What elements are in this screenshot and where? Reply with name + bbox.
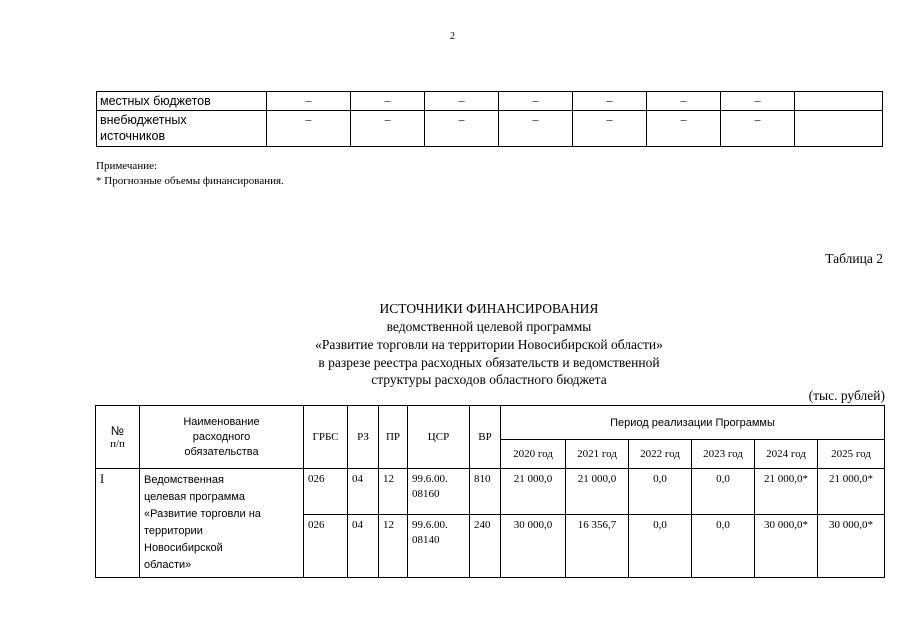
csr-cell	[408, 469, 470, 515]
funding-sources-table	[95, 405, 885, 578]
row-label-line: источников	[100, 129, 166, 143]
header-csr: ЦСР	[408, 406, 470, 469]
table-row	[96, 469, 885, 515]
title-line: ИСТОЧНИКИ ФИНАНСИРОВАНИЯ	[379, 301, 599, 316]
header-num-line: №	[110, 424, 125, 438]
note-text: * Прогнозные объемы финансирования.	[96, 175, 284, 187]
note-title: Примечание:	[96, 160, 158, 172]
obligation-name-line: территории	[144, 525, 203, 537]
header-grbs: ГРБС	[304, 406, 348, 469]
csr-cell	[408, 515, 470, 578]
table-label: Таблица 2	[825, 251, 883, 266]
rz-cell: 04	[348, 469, 379, 515]
vr-cell: 810	[470, 469, 501, 515]
value-cell: 16 356,7	[566, 515, 629, 578]
table-cell	[795, 111, 883, 147]
obligation-name	[140, 469, 304, 578]
header-period: Период реализации Программы	[501, 406, 885, 440]
grbs-cell: 026	[304, 469, 348, 515]
funding-sources-table-continued	[96, 91, 883, 147]
csr-line: 99.6.00.	[412, 519, 448, 532]
header-year: 2020 год	[501, 440, 566, 469]
header-year: 2021 год	[566, 440, 629, 469]
value-cell: 21 000,0	[501, 469, 566, 515]
value-cell: 0,0	[692, 469, 755, 515]
value-cell: 21 000,0*	[755, 469, 818, 515]
title-line: структуры расходов областного бюджета	[371, 372, 607, 387]
row-label-line: внебюджетных	[100, 113, 187, 127]
header-year: 2022 год	[629, 440, 692, 469]
header-year: 2024 год	[755, 440, 818, 469]
units-label: (тыс. рублей)	[808, 388, 885, 403]
csr-line: 08140	[412, 534, 440, 547]
table-cell: –	[351, 111, 425, 147]
header-num-line: п/п	[110, 438, 125, 450]
table-cell: –	[267, 92, 351, 111]
header-row	[96, 406, 885, 440]
table-cell: –	[425, 92, 499, 111]
value-cell: 0,0	[692, 515, 755, 578]
value-cell: 21 000,0	[566, 469, 629, 515]
row-number: I	[96, 469, 140, 578]
title-line: ведомственной целевой программы	[386, 319, 592, 334]
rz-cell: 04	[348, 515, 379, 578]
table-cell: –	[647, 92, 721, 111]
obligation-name-line: «Развитие торговли на	[144, 508, 261, 520]
title-line: «Развитие торговли на территории Новосибирской области»	[315, 337, 663, 352]
header-num	[96, 406, 140, 469]
table-cell: –	[267, 111, 351, 147]
value-cell: 30 000,0	[501, 515, 566, 578]
obligation-name-line: Новосибирской	[144, 542, 223, 554]
header-year: 2023 год	[692, 440, 755, 469]
table-cell: –	[721, 92, 795, 111]
row-label	[97, 111, 267, 147]
table-cell: –	[351, 92, 425, 111]
value-cell: 21 000,0*	[818, 469, 885, 515]
row-label: местных бюджетов	[97, 92, 267, 111]
value-cell: 0,0	[629, 515, 692, 578]
header-name-line: расходного	[192, 430, 251, 443]
value-cell: 30 000,0*	[755, 515, 818, 578]
table-cell	[795, 92, 883, 111]
pr-cell: 12	[379, 515, 408, 578]
obligation-name-line: целевая программа	[144, 491, 245, 503]
pr-cell: 12	[379, 469, 408, 515]
csr-line: 08160	[412, 488, 440, 500]
obligation-name-line: области»	[144, 559, 192, 571]
obligation-name-line: Ведомственная	[144, 474, 224, 486]
table-cell: –	[647, 111, 721, 147]
header-vr: ВР	[470, 406, 501, 469]
table-cell: –	[721, 111, 795, 147]
page-number: 2	[450, 31, 455, 42]
header-name-line: Наименование	[183, 415, 260, 428]
vr-cell: 240	[470, 515, 501, 578]
table-cell: –	[573, 111, 647, 147]
value-cell: 0,0	[629, 469, 692, 515]
csr-line: 99.6.00.	[412, 473, 448, 485]
header-year: 2025 год	[818, 440, 885, 469]
table-row	[97, 111, 883, 147]
table-cell: –	[425, 111, 499, 147]
header-pr: ПР	[379, 406, 408, 469]
table-row	[97, 92, 883, 111]
table-cell: –	[573, 92, 647, 111]
header-name	[140, 406, 304, 469]
table-cell: –	[499, 111, 573, 147]
grbs-cell: 026	[304, 515, 348, 578]
header-name-line: обязательства	[184, 445, 259, 458]
value-cell: 30 000,0*	[818, 515, 885, 578]
title-line: в разрезе реестра расходных обязательств и ведомственной	[318, 355, 660, 370]
header-rz: РЗ	[348, 406, 379, 469]
table-cell: –	[499, 92, 573, 111]
